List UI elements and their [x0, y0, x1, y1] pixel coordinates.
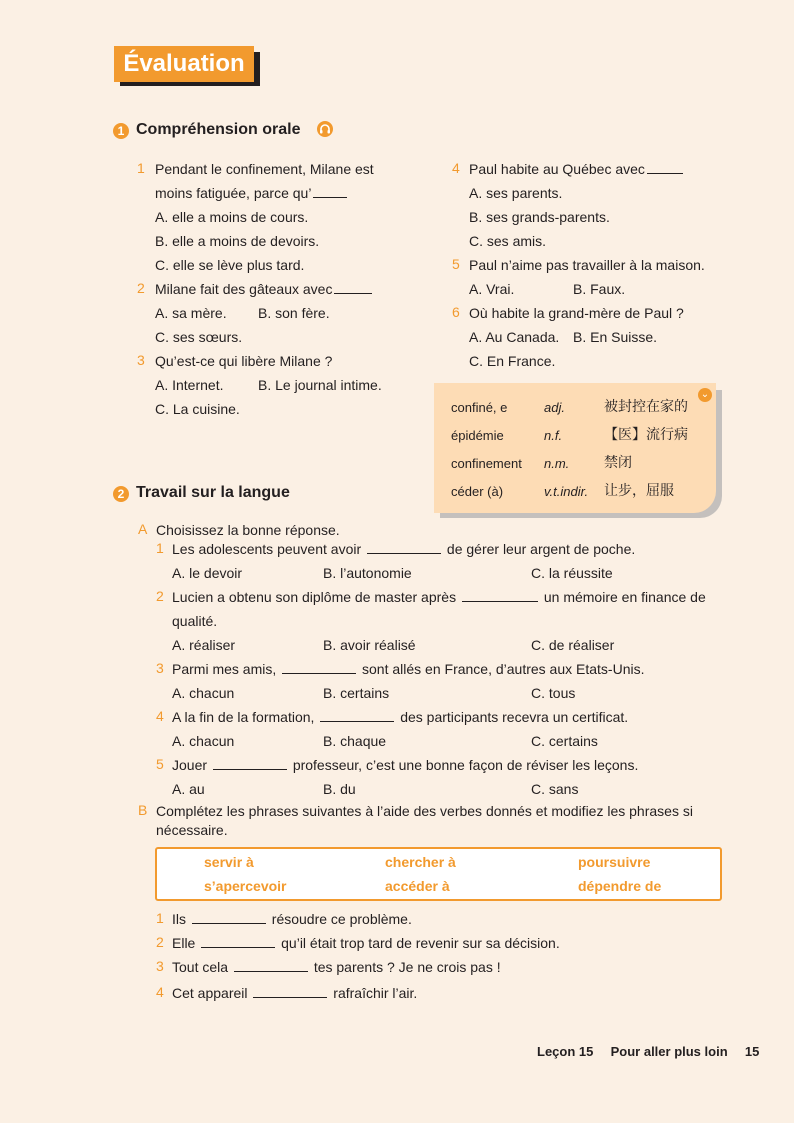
exercise-b1-number: 1: [156, 910, 164, 926]
option: A. réaliser: [172, 637, 236, 653]
vocab-word: céder (à): [451, 484, 504, 499]
option: A. au: [172, 781, 205, 797]
verb-option: dépendre de: [578, 878, 662, 894]
option: B. du: [323, 781, 356, 797]
exercise-a5-number: 5: [156, 756, 164, 772]
verb-option: chercher à: [385, 854, 456, 870]
part-a-letter: A: [138, 521, 148, 537]
option: A. le devoir: [172, 565, 243, 581]
exercise-a3-number: 3: [156, 660, 164, 676]
question-2-number: 2: [137, 280, 145, 296]
verb-option: poursuivre: [578, 854, 651, 870]
option: C. sans: [531, 781, 579, 797]
part-a-instruction: Choisissez la bonne réponse.: [156, 522, 340, 538]
exercise-a1-number: 1: [156, 540, 164, 556]
exercise-b4-text: Cet appareil rafraîchir l’air.: [172, 985, 418, 1001]
question-3-text: Qu’est-ce qui libère Milane ?: [155, 353, 333, 369]
option: C. de réaliser: [531, 637, 615, 653]
option: B. son fère.: [258, 305, 330, 321]
option: C. La cuisine.: [155, 401, 240, 417]
section-1-title: Compréhension orale: [136, 121, 301, 138]
exercise-b1-text: Ils résoudre ce problème.: [172, 911, 412, 927]
vocab-word: épidémie: [451, 428, 504, 443]
question-5-text: Paul n’aime pas travailler à la maison.: [469, 257, 705, 273]
option: C. ses amis.: [469, 233, 547, 249]
option: A. ses parents.: [469, 185, 563, 201]
vocab-box: [434, 383, 716, 513]
vocab-translation: 被封控在家的: [604, 399, 688, 415]
exercise-b2-text: Elle qu’il était trop tard de revenir sur sa décision.: [172, 935, 560, 951]
question-3-number: 3: [137, 352, 145, 368]
verb-option: accéder à: [385, 878, 450, 894]
option: A. elle a moins de cours.: [155, 209, 309, 225]
chevron-down-icon[interactable]: ⌄: [698, 388, 712, 402]
section-2-number: 2: [113, 486, 129, 502]
option: A. Vrai.: [469, 281, 515, 297]
vocab-word: confiné, e: [451, 400, 508, 415]
exercise-a4-number: 4: [156, 708, 164, 724]
vocab-translation: 【医】流行病: [604, 427, 688, 443]
verb-box: [155, 847, 722, 901]
option: A. chacun: [172, 733, 235, 749]
exercise-b3-number: 3: [156, 958, 164, 974]
vocab-pos: adj.: [544, 400, 565, 415]
question-6-number: 6: [452, 304, 460, 320]
option: B. avoir réalisé: [323, 637, 416, 653]
option: B. En Suisse.: [573, 329, 658, 345]
option: C. En France.: [469, 353, 556, 369]
question-1-text: Pendant le confinement, Milane est: [155, 161, 374, 177]
option: B. ses grands-parents.: [469, 209, 610, 225]
option: C. elle se lève plus tard.: [155, 257, 305, 273]
footer-section: Pour aller plus loin: [610, 1044, 728, 1059]
exercise-b3-text: Tout cela tes parents ? Je ne crois pas !: [172, 959, 501, 975]
option: C. la réussite: [531, 565, 613, 581]
option: B. Faux.: [573, 281, 626, 297]
part-b-instruction-cont: nécessaire.: [156, 822, 228, 838]
exercise-b4-number: 4: [156, 984, 164, 1000]
verb-option: servir à: [204, 854, 254, 870]
footer-lesson: Leçon 15: [537, 1044, 594, 1059]
option: C. certains: [531, 733, 598, 749]
option: A. chacun: [172, 685, 235, 701]
page-title: Évaluation: [114, 46, 254, 82]
exercise-b2-number: 2: [156, 934, 164, 950]
option: A. Internet.: [155, 377, 224, 393]
option: B. certains: [323, 685, 390, 701]
exercise-a4-text: A la fin de la formation, des participants recevra un certificat.: [172, 709, 629, 725]
option: B. l’autonomie: [323, 565, 412, 581]
vocab-translation: 禁闭: [604, 455, 632, 471]
verb-option: s’apercevoir: [204, 878, 287, 894]
exercise-a2-text-cont: qualité.: [172, 613, 218, 629]
title-banner: [114, 46, 260, 86]
question-4-text: Paul habite au Québec avec: [469, 160, 685, 178]
question-1-number: 1: [137, 160, 145, 176]
question-4-number: 4: [452, 160, 460, 176]
vocab-pos: n.m.: [544, 456, 570, 471]
option: B. chaque: [323, 733, 387, 749]
part-b-instruction: Complétez les phrases suivantes à l’aide des verbes donnés et modifiez les phrases si: [156, 803, 693, 819]
page-footer: [537, 1044, 759, 1059]
option: A. sa mère.: [155, 305, 227, 321]
vocab-translation: 让步，屈服: [604, 483, 674, 499]
exercise-a2-number: 2: [156, 588, 164, 604]
question-1-text-cont: moins fatiguée, parce qu’: [155, 184, 349, 202]
section-1-number: 1: [113, 123, 129, 139]
part-b-letter: B: [138, 802, 148, 818]
vocab-pos: v.t.indir.: [544, 484, 589, 499]
option: B. elle a moins de devoirs.: [155, 233, 320, 249]
option: B. Le journal intime.: [258, 377, 382, 393]
question-6-text: Où habite la grand-mère de Paul ?: [469, 305, 684, 321]
page-number: 15: [744, 1044, 760, 1059]
exercise-a2-text: Lucien a obtenu son diplôme de master après un mémoire en finance de: [172, 589, 706, 605]
question-5-number: 5: [452, 256, 460, 272]
exercise-a1-text: Les adolescents peuvent avoir de gérer leur argent de poche.: [172, 541, 636, 557]
option: C. ses sœurs.: [155, 329, 243, 345]
vocab-pos: n.f.: [544, 428, 563, 443]
section-2-title: Travail sur la langue: [136, 484, 290, 501]
vocab-word: confinement: [451, 456, 522, 471]
option: C. tous: [531, 685, 576, 701]
exercise-a3-text: Parmi mes amis, sont allés en France, d’autres aux Etats-Unis.: [172, 661, 645, 677]
exercise-a5-text: Jouer professeur, c’est une bonne façon de réviser les leçons.: [172, 757, 639, 773]
option: A. Au Canada.: [469, 329, 560, 345]
question-2-text: Milane fait des gâteaux avec: [155, 280, 374, 298]
headphones-icon[interactable]: [317, 121, 333, 137]
